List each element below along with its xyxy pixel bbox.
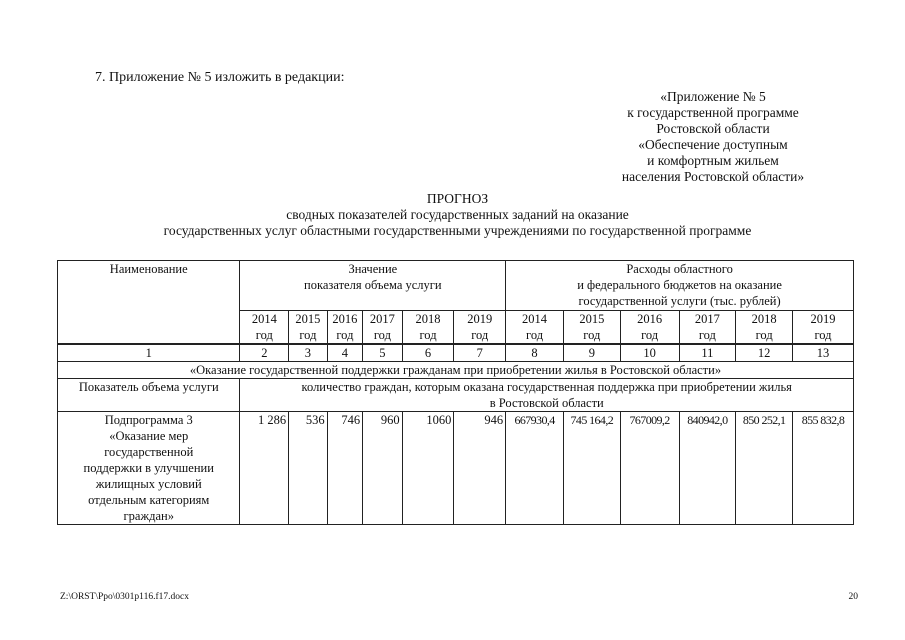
value-cell: 536	[289, 412, 328, 525]
page-number: 20	[848, 592, 858, 602]
column-number: 8	[506, 344, 564, 362]
title-line: сводных показателей государственных заданий на оказание	[286, 207, 629, 222]
appendix-line: «Обеспечение доступным	[638, 137, 788, 152]
appendix-line: Ростовской области	[656, 121, 770, 136]
value-cell: 746	[327, 412, 362, 525]
value-year: 2017 год	[363, 311, 403, 345]
header-value-group	[240, 261, 506, 311]
forecast-table	[57, 260, 854, 525]
indicator-row	[58, 379, 854, 412]
column-number: 9	[563, 344, 620, 362]
value-cell: 946	[454, 412, 506, 525]
expense-year: 2019 год	[793, 311, 854, 345]
column-number: 5	[363, 344, 403, 362]
column-number-row	[58, 344, 854, 362]
appendix-header	[573, 89, 853, 185]
appendix-line: и комфортным жильем	[647, 153, 779, 168]
value-cell: 1 286	[240, 412, 289, 525]
header-row	[58, 261, 854, 311]
expense-year: 2017 год	[679, 311, 736, 345]
indicator-description	[240, 379, 854, 412]
value-year: 2019 год	[454, 311, 506, 345]
file-path: Z:\ORST\Ppo\0301p116.f17.docx	[60, 592, 189, 602]
indicator-label: Показатель объема услуги	[58, 379, 240, 412]
expense-year: 2016 год	[620, 311, 679, 345]
column-number: 12	[736, 344, 793, 362]
column-number: 1	[58, 344, 240, 362]
appendix-line: «Приложение № 5	[660, 89, 766, 104]
intro-instruction: 7. Приложение № 5 изложить в редакции:	[95, 70, 345, 85]
column-number: 2	[240, 344, 289, 362]
column-number: 3	[289, 344, 328, 362]
value-year: 2014 год	[240, 311, 289, 345]
appendix-line: к государственной программе	[627, 105, 799, 120]
value-cell: 960	[363, 412, 403, 525]
document-title	[60, 191, 855, 239]
expense-cell: 840942,0	[679, 412, 736, 525]
expense-cell: 767009,2	[620, 412, 679, 525]
header-value-line: показателя объема услуги	[304, 278, 442, 292]
column-number: 7	[454, 344, 506, 362]
column-number: 11	[679, 344, 736, 362]
header-expense-line: государственной услуги (тыс. рублей)	[578, 294, 781, 308]
expense-cell: 855 832,8	[793, 412, 854, 525]
indicator-description-line: количество граждан, которым оказана государственная поддержка при приобретении жилья	[301, 380, 792, 394]
column-number: 4	[327, 344, 362, 362]
value-year: 2018 год	[402, 311, 454, 345]
section-title: «Оказание государственной поддержки гражданам при приобретении жилья в Ростовской области»	[58, 362, 854, 379]
expense-year: 2015 год	[563, 311, 620, 345]
header-expense-line: и федерального бюджетов на оказание	[577, 278, 782, 292]
column-number: 13	[793, 344, 854, 362]
header-expense-line: Расходы областного	[626, 262, 733, 276]
column-number: 6	[402, 344, 454, 362]
value-cell: 1060	[402, 412, 454, 525]
expense-cell: 850 252,1	[736, 412, 793, 525]
expense-cell: 667930,4	[506, 412, 564, 525]
header-name: Наименование	[58, 261, 240, 345]
column-number: 10	[620, 344, 679, 362]
appendix-line: населения Ростовской области»	[621, 169, 805, 184]
expense-year: 2014 год	[506, 311, 564, 345]
title-line: государственных услуг областными государственными учреждениями по государственной программе	[163, 223, 752, 238]
title-heading: ПРОГНОЗ	[426, 191, 489, 206]
section-row	[58, 362, 854, 379]
expense-cell: 745 164,2	[563, 412, 620, 525]
header-value-line: Значение	[348, 262, 398, 276]
expense-year: 2018 год	[736, 311, 793, 345]
value-year: 2015 год	[289, 311, 328, 345]
subprogram-row	[58, 412, 854, 525]
indicator-description-line: в Ростовской области	[489, 396, 604, 410]
subprogram-name: Подпрограмма 3 «Оказание мер государственной поддержки в улучшении жилищных условий отдельным категориям граждан»	[58, 412, 240, 525]
header-expense-group	[506, 261, 854, 311]
value-year: 2016 год	[327, 311, 362, 345]
